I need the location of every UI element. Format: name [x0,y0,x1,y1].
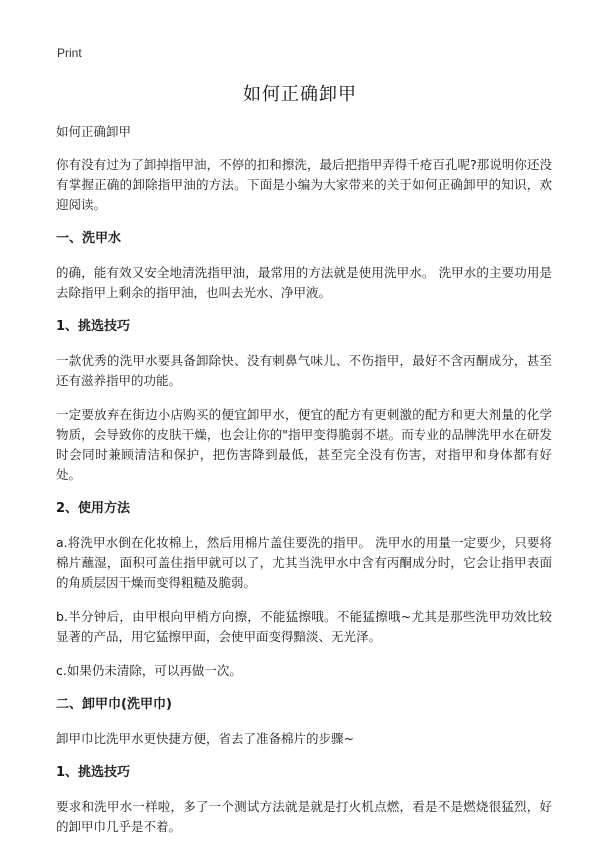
section-heading-nail-polish-remover: 一、洗甲水 [56,231,122,246]
intro-paragraph: 你有没有过为了卸掉指甲油，不停的扣和擦洗，最后把指甲弄得千疮百孔呢?那说明你还没有掌握正确的卸除指甲油的方法。下面是小编为大家带来的关于如何正确卸甲的知识，欢迎阅读。 [56,157,552,212]
selection-paragraph: 要求和洗甲水一样啦，多了一个测试方法就是就是打火机点燃，看是不是燃烧很猛烈，好的卸甲巾几乎是不着。 [56,799,552,834]
selection-paragraph: 一定要放弃在街边小店购买的便宜卸甲水，便宜的配方有更刺激的配方和更大剂量的化学物质，会导致你的皮肤干燥，也会让你的"指甲变得脆弱不堪。而专业的品牌洗甲水在研发时会同时兼顾清洁和保护，把伤害降到最低，甚至完全没有伤害，对指甲和身体都有好处。 [56,407,552,482]
selection-paragraph: 一款优秀的洗甲水要具备卸除快、没有刺鼻气味儿、不伤指甲，最好不含丙酮成分，甚至还有滋养指甲的功能。 [56,353,552,388]
section-paragraph: 的确，能有效又安全地清洗指甲油，最常用的方法就是使用洗甲水。 洗甲水的主要功用是去除指甲上剩余的指甲油，也叫去光水、净甲液。 [56,265,552,300]
print-label: Print [57,46,82,60]
usage-step-a: a.将洗甲水倒在化妆棉上，然后用棉片盖住要洗的指甲。 洗甲水的用量一定要少，只要将棉片蘸湿，面积可盖住指甲就可以了，尤其当洗甲水中含有丙酮成分时，它会让指甲表面的角质层因干燥而变得粗糙及脆弱。 [56,535,552,590]
usage-step-b: b.半分钟后，由甲根向甲梢方向擦，不能猛擦哦。不能猛擦哦~尤其是那些洗甲功效比较显著的产品，用它猛擦甲面，会使甲面变得黯淡、无光泽。 [56,609,552,644]
usage-step-c: c.如果仍未清除，可以再做一次。 [56,663,242,678]
subsection-heading-selection-tips: 1、挑选技巧 [56,765,131,780]
subsection-heading-selection-tips: 1、挑选技巧 [56,319,131,334]
article-body [56,122,552,851]
page-title: 如何正确卸甲 [243,84,357,105]
section-heading-remover-wipes: 二、卸甲巾(洗甲巾) [56,697,172,712]
section-paragraph: 卸甲巾比洗甲水更快捷方便，省去了准备棉片的步骤~ [56,731,354,746]
subsection-heading-usage: 2、使用方法 [56,501,131,516]
article-subtitle: 如何正确卸甲 [56,124,132,139]
